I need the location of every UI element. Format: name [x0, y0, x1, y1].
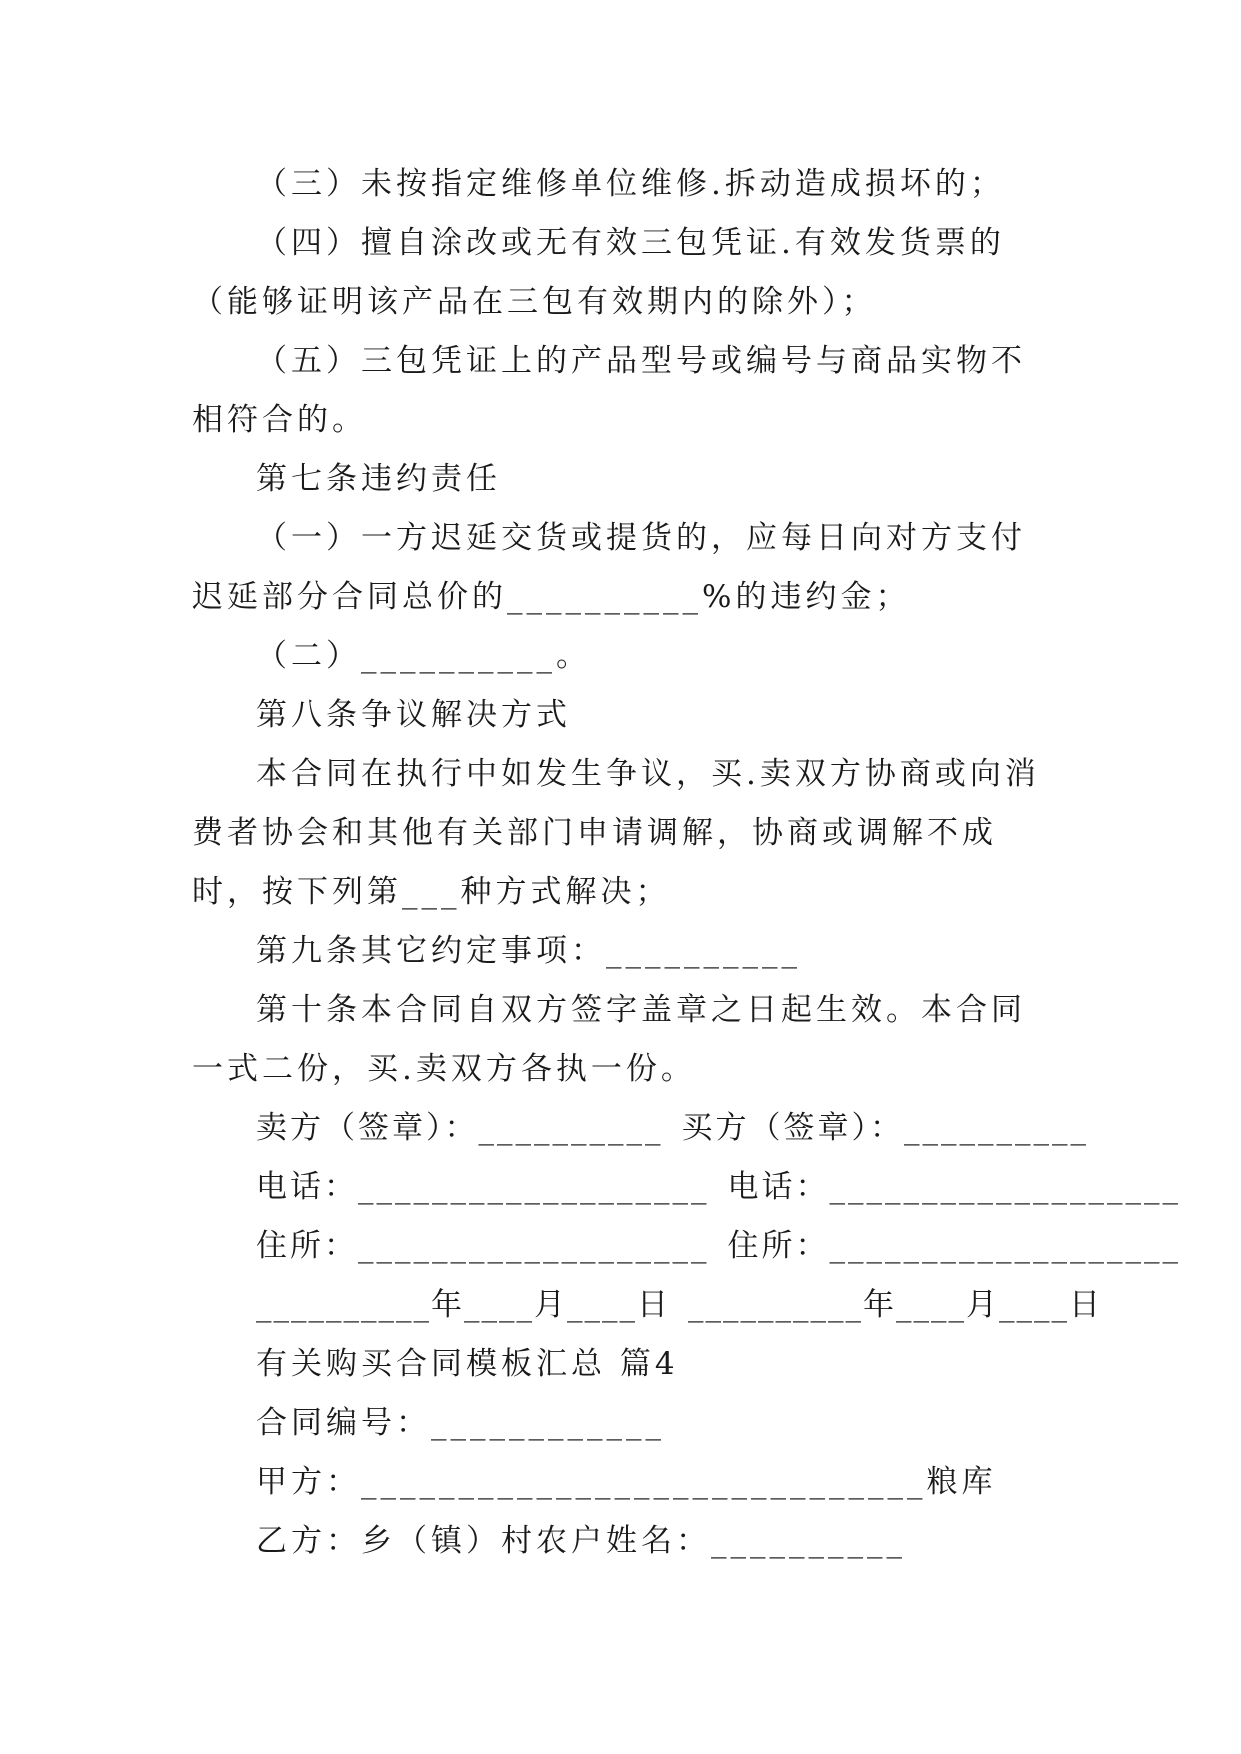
seller-date: __________年____月____日 [256, 1287, 670, 1323]
buyer-phone: 电话：___________________ [727, 1169, 1181, 1205]
buyer-date: __________年____月____日 [688, 1287, 1102, 1323]
clause-6-item-4: （四）擅自涂改或无有效三包凭证.有效发货票的（能够证明该产品在三包有效期内的除外）； [192, 225, 1005, 320]
seller-address: 住所：___________________ [256, 1228, 710, 1264]
address-row [192, 1217, 1181, 1276]
clause-6-item-3: （三）未按指定维修单位维修.拆动造成损坏的； [256, 166, 1005, 202]
article-7-item-2: （二）__________。 [256, 638, 591, 674]
article-7-heading: 第七条违约责任 [256, 461, 501, 497]
party-a: 甲方：_____________________________粮库 [256, 1464, 997, 1500]
article-9: 第九条其它约定事项：__________ [256, 933, 801, 969]
seller-phone: 电话：___________________ [256, 1169, 710, 1205]
buyer-signature: 买方（签章）：__________ [681, 1110, 1089, 1146]
seller-signature: 卖方（签章）：__________ [256, 1110, 664, 1146]
article-7-item-1: （一）一方迟延交货或提货的，应每日向对方支付迟延部分合同总价的__________%的违约金； [192, 520, 1026, 615]
party-b: 乙方：乡（镇）村农户姓名：__________ [256, 1523, 906, 1559]
contract-number: 合同编号：____________ [256, 1405, 665, 1441]
date-row [192, 1276, 1102, 1335]
buyer-address: 住所：___________________ [727, 1228, 1181, 1264]
section-4-title: 有关购买合同模板汇总 篇4 [256, 1346, 679, 1382]
phone-row [192, 1158, 1181, 1217]
signature-row [192, 1099, 1089, 1158]
article-10: 第十条本合同自双方签字盖章之日起生效。本合同一式二份，买.卖双方各执一份。 [192, 992, 1026, 1087]
clause-6-item-5: （五）三包凭证上的产品型号或编号与商品实物不相符合的。 [192, 343, 1026, 438]
article-8-body: 本合同在执行中如发生争议，买.卖双方协商或向消费者协会和其他有关部门申请调解，协商或调解不成时，按下列第___种方式解决； [192, 756, 1040, 910]
article-8-heading: 第八条争议解决方式 [256, 697, 571, 733]
document-page [192, 155, 1181, 1571]
